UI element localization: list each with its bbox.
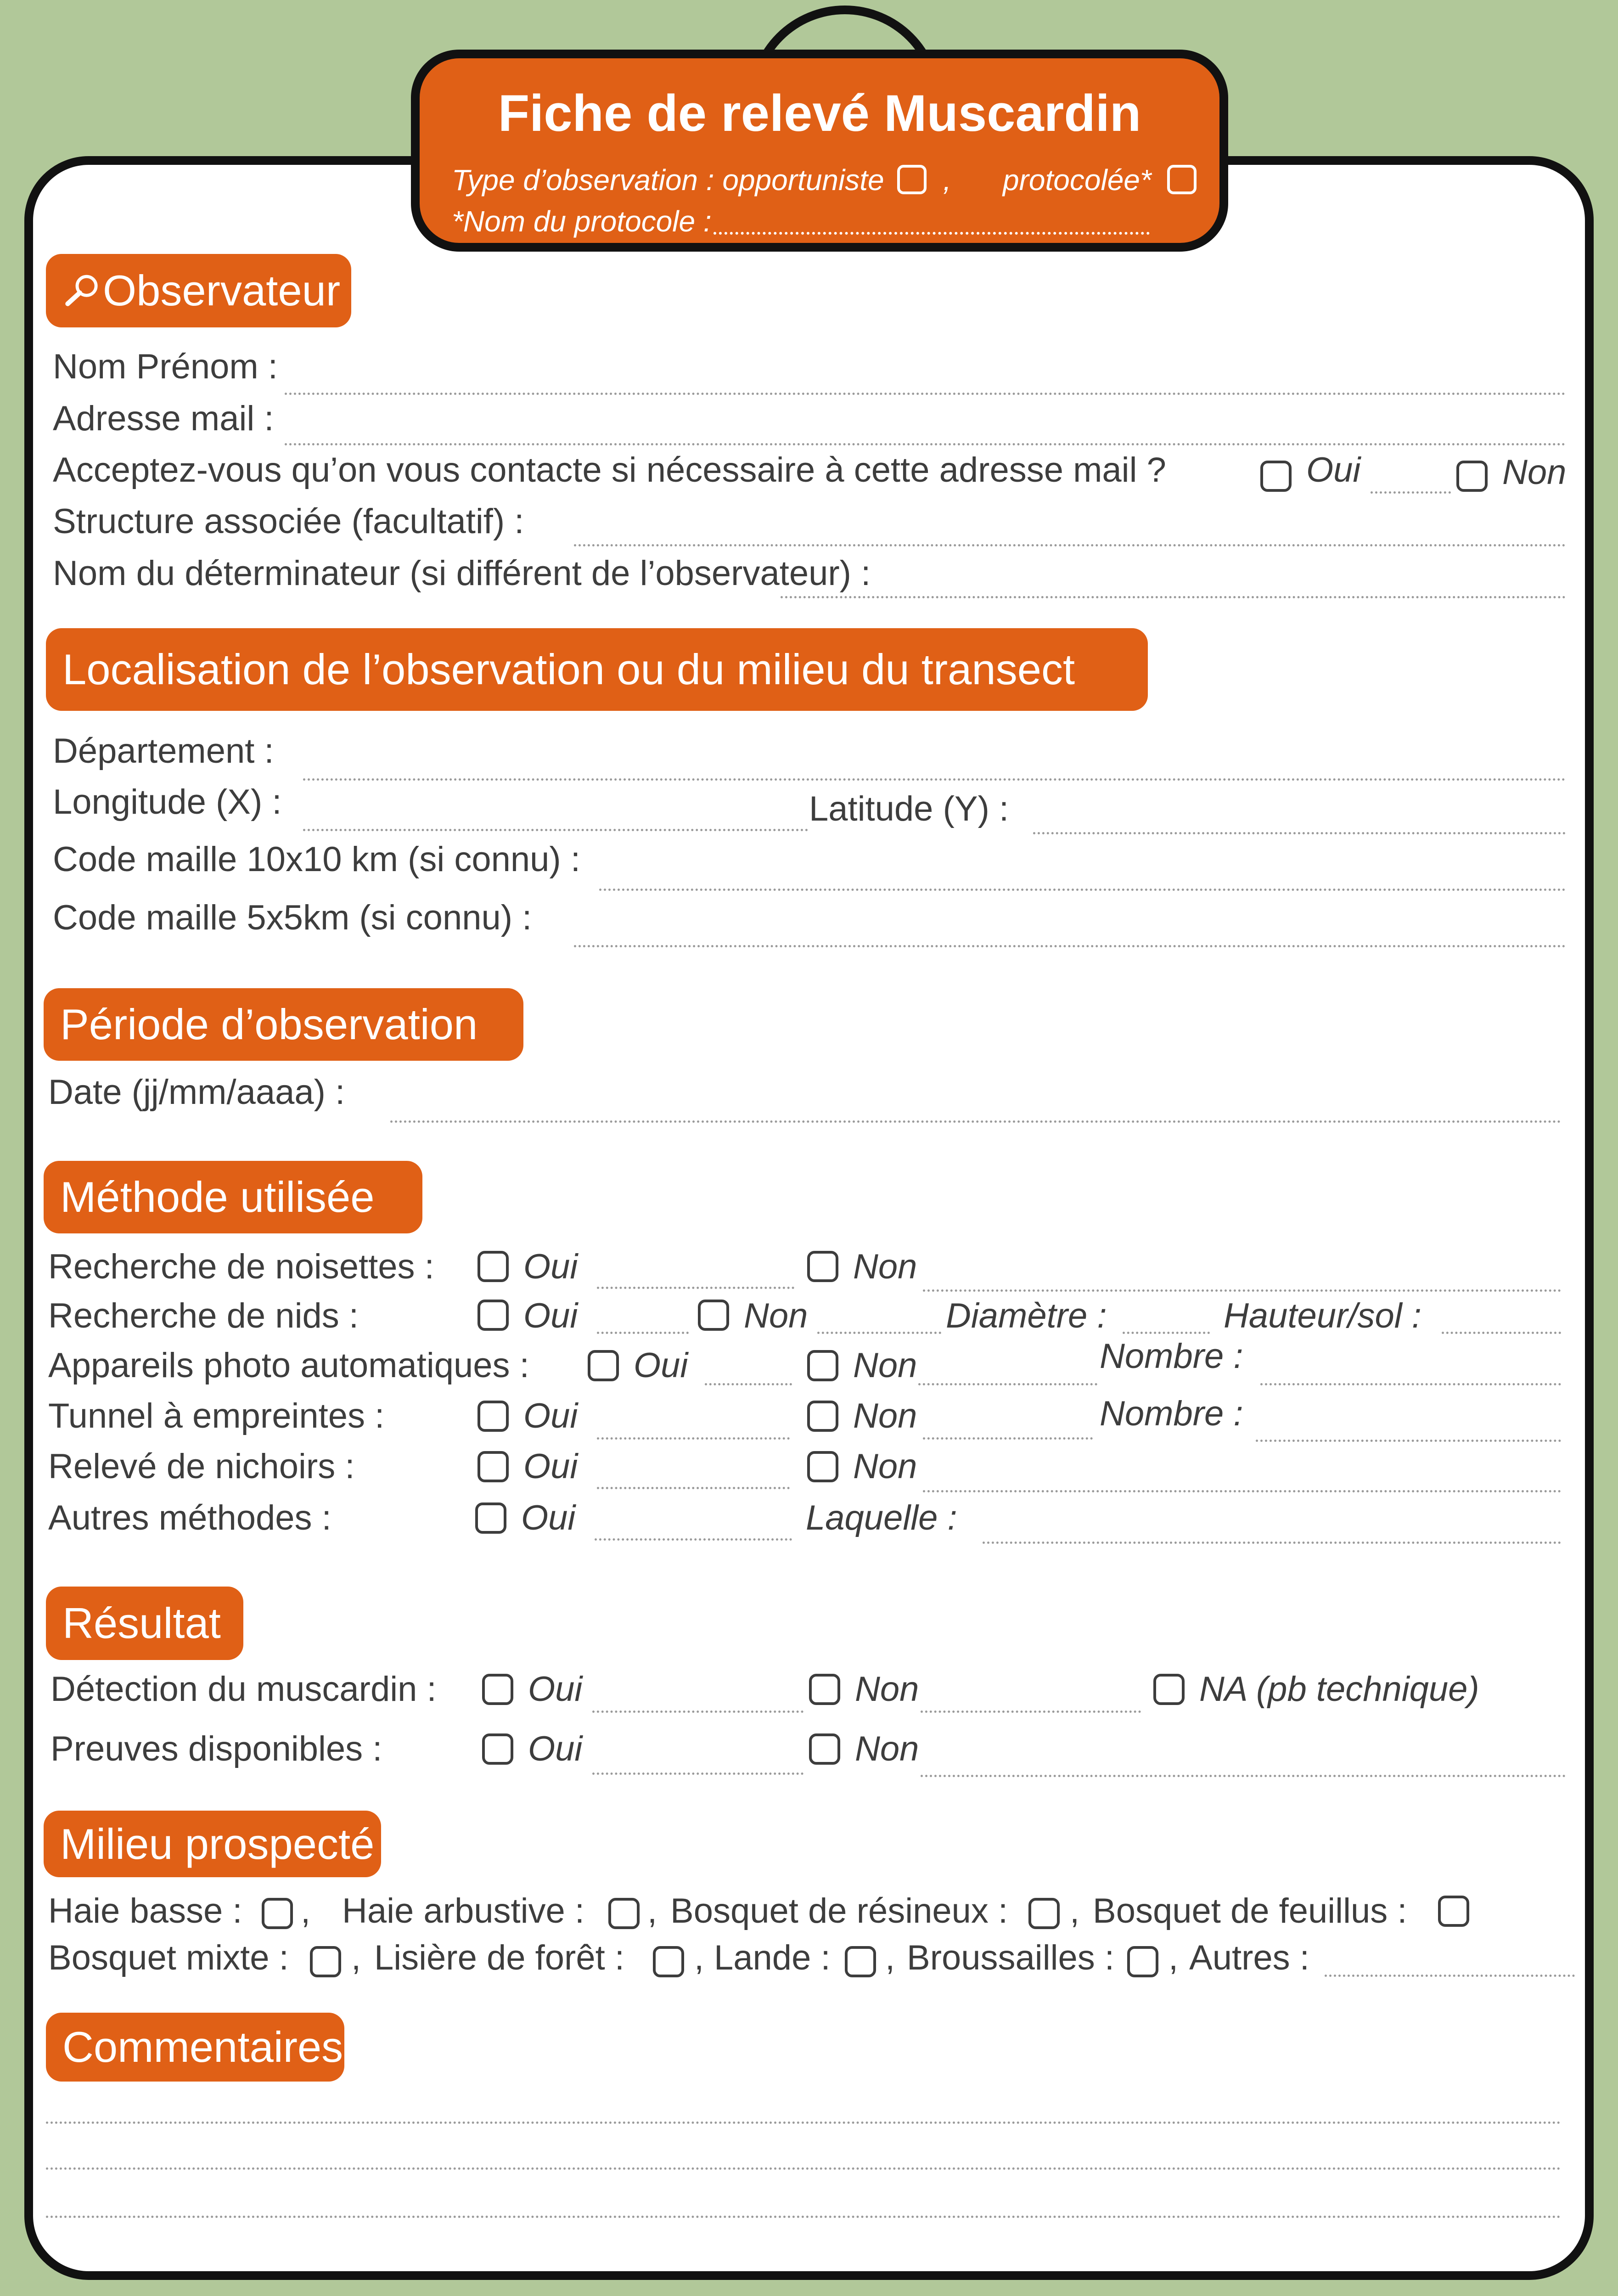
lisiere-checkbox[interactable]: [653, 1946, 684, 1977]
haie-basse-label: Haie basse :: [48, 1891, 242, 1930]
detection-oui-checkbox[interactable]: [482, 1674, 513, 1705]
maille5-field[interactable]: [574, 945, 1566, 947]
section-milieu-label: Milieu prospecté: [60, 1819, 375, 1868]
detection-non-checkbox[interactable]: [809, 1674, 840, 1705]
separator-comma: ,: [943, 163, 951, 197]
preuves-non-checkbox[interactable]: [809, 1733, 840, 1765]
determinateur-field[interactable]: [781, 596, 1566, 598]
nids-label: Recherche de nids :: [48, 1296, 359, 1335]
preuves-oui-label: Oui: [528, 1729, 583, 1768]
section-methode-label: Méthode utilisée: [60, 1173, 375, 1221]
diametre-label: Diamètre :: [946, 1296, 1107, 1335]
tunnel-nombre-field[interactable]: [1256, 1440, 1561, 1442]
nids-non-checkbox[interactable]: [698, 1300, 729, 1331]
resineux-label: Bosquet de résineux :: [670, 1891, 1008, 1930]
longitude-field[interactable]: [303, 829, 808, 831]
section-periode-label: Période d’observation: [60, 1000, 478, 1048]
section-observateur-label: Observateur: [103, 266, 341, 315]
autres-oui-label: Oui: [521, 1498, 576, 1537]
structure-label: Structure associée (facultatif) :: [53, 502, 524, 541]
haie-arbustive-checkbox[interactable]: [608, 1898, 640, 1929]
detection-na-checkbox[interactable]: [1153, 1674, 1185, 1705]
broussailles-label: Broussailles :: [907, 1938, 1114, 1977]
nichoirs-non-label: Non: [853, 1447, 917, 1486]
observation-type-label: Type d’observation : opportuniste: [452, 163, 884, 197]
lisiere-label: Lisière de forêt :: [374, 1938, 624, 1977]
section-milieu: [44, 1811, 381, 1877]
contact-question: Acceptez-vous qu’on vous contacte si nécessaire à cette adresse mail ?: [53, 450, 1166, 490]
feuillus-checkbox[interactable]: [1438, 1896, 1469, 1927]
tunnel-oui-label: Oui: [523, 1396, 578, 1435]
nids-non-field[interactable]: [817, 1332, 941, 1334]
photo-non-field[interactable]: [918, 1383, 1097, 1385]
section-observateur: [46, 254, 351, 327]
contact-non-checkbox[interactable]: [1456, 461, 1488, 492]
haie-basse-checkbox[interactable]: [262, 1898, 293, 1929]
lisiere-comma: ,: [694, 1938, 704, 1977]
maille10-field[interactable]: [599, 889, 1566, 891]
nids-oui-label: Oui: [523, 1296, 578, 1335]
nichoirs-oui-label: Oui: [523, 1447, 578, 1486]
broussailles-comma: ,: [1169, 1938, 1179, 1977]
determinateur-label: Nom du déterminateur (si différent de l’observateur) :: [53, 554, 871, 593]
noisettes-non-checkbox[interactable]: [807, 1251, 838, 1282]
laquelle-label: Laquelle :: [806, 1498, 957, 1537]
nids-oui-field[interactable]: [597, 1332, 689, 1334]
comment-line-2[interactable]: [46, 2167, 1561, 2170]
noisettes-oui-label: Oui: [523, 1247, 578, 1286]
section-methode: [44, 1161, 422, 1233]
photo-oui-checkbox[interactable]: [588, 1350, 619, 1381]
latitude-field[interactable]: [1033, 832, 1566, 834]
tunnel-non-field[interactable]: [923, 1437, 1093, 1440]
section-resultat-label: Résultat: [62, 1599, 221, 1647]
noisettes-oui-checkbox[interactable]: [478, 1251, 509, 1282]
protocolee-checkbox[interactable]: [1167, 165, 1197, 194]
section-commentaires: [46, 2013, 344, 2082]
autres-milieu-field[interactable]: [1325, 1975, 1575, 1977]
detection-na-label: NA (pb technique): [1199, 1670, 1479, 1709]
noisettes-non-label: Non: [853, 1247, 917, 1286]
resineux-comma: ,: [1070, 1891, 1080, 1930]
mixte-comma: ,: [351, 1938, 361, 1977]
photo-oui-label: Oui: [634, 1346, 688, 1385]
detection-label: Détection du muscardin :: [51, 1670, 437, 1709]
nichoirs-non-field[interactable]: [923, 1490, 1561, 1492]
nom-prenom-label: Nom Prénom :: [53, 347, 278, 386]
preuves-non-label: Non: [855, 1729, 919, 1768]
lande-checkbox[interactable]: [845, 1946, 876, 1977]
haie-arbustive-label: Haie arbustive :: [342, 1891, 585, 1930]
section-periode: [44, 988, 523, 1061]
detection-oui-field[interactable]: [592, 1711, 803, 1713]
preuves-oui-checkbox[interactable]: [482, 1733, 513, 1765]
hauteur-field[interactable]: [1442, 1332, 1561, 1334]
section-commentaires-label: Commentaires: [62, 2023, 343, 2071]
autres-milieu-label: Autres :: [1189, 1938, 1309, 1977]
protocol-name-label: *Nom du protocole :: [452, 205, 712, 238]
mail-label: Adresse mail :: [53, 399, 274, 438]
comment-line-1[interactable]: [46, 2122, 1561, 2124]
lande-comma: ,: [885, 1938, 895, 1977]
nichoirs-non-checkbox[interactable]: [807, 1451, 838, 1482]
lande-label: Lande :: [714, 1938, 831, 1977]
detection-non-field[interactable]: [921, 1711, 1141, 1713]
autres-methodes-label: Autres méthodes :: [48, 1498, 331, 1537]
section-localisation-label: Localisation de l’observation ou du milieu du transect: [62, 645, 1075, 693]
photo-nombre-label: Nombre :: [1100, 1337, 1243, 1376]
tunnel-non-label: Non: [853, 1396, 917, 1435]
resineux-checkbox[interactable]: [1028, 1898, 1060, 1929]
noisettes-label: Recherche de noisettes :: [48, 1247, 434, 1286]
form-title: Fiche de relevé Muscardin: [498, 84, 1141, 142]
section-resultat: [46, 1587, 243, 1660]
tunnel-nombre-label: Nombre :: [1100, 1394, 1243, 1433]
structure-field[interactable]: [574, 544, 1566, 546]
tunnel-oui-field[interactable]: [597, 1437, 790, 1440]
diametre-field[interactable]: [1123, 1332, 1210, 1334]
photo-label: Appareils photo automatiques :: [48, 1346, 529, 1385]
tunnel-label: Tunnel à empreintes :: [48, 1396, 385, 1435]
photo-non-label: Non: [853, 1346, 917, 1385]
contact-oui-label: Oui: [1306, 450, 1361, 490]
photo-oui-field[interactable]: [705, 1383, 792, 1385]
section-localisation: [46, 628, 1148, 711]
longitude-label: Longitude (X) :: [53, 782, 282, 822]
contact-non-label: Non: [1502, 453, 1567, 492]
autres-oui-checkbox[interactable]: [475, 1503, 506, 1534]
date-field[interactable]: [390, 1120, 1561, 1123]
noisettes-non-field[interactable]: [923, 1289, 1561, 1292]
detection-non-label: Non: [855, 1670, 919, 1709]
nids-oui-checkbox[interactable]: [478, 1300, 509, 1331]
maille5-label: Code maille 5x5km (si connu) :: [53, 898, 532, 937]
autres-oui-field[interactable]: [595, 1538, 792, 1541]
haie-basse-comma: ,: [301, 1891, 311, 1930]
magnifier-icon: [62, 272, 99, 309]
latitude-label: Latitude (Y) :: [809, 789, 1009, 828]
tunnel-non-checkbox[interactable]: [807, 1401, 838, 1432]
departement-label: Département :: [53, 732, 274, 771]
laquelle-field[interactable]: [983, 1542, 1561, 1544]
preuves-non-field[interactable]: [921, 1775, 1566, 1777]
opportuniste-checkbox[interactable]: [897, 165, 927, 194]
noisettes-oui-field[interactable]: [597, 1287, 794, 1289]
feuillus-label: Bosquet de feuillus :: [1093, 1891, 1407, 1930]
tunnel-oui-checkbox[interactable]: [478, 1401, 509, 1432]
nichoirs-label: Relevé de nichoirs :: [48, 1447, 355, 1486]
mixte-checkbox[interactable]: [310, 1946, 341, 1977]
photo-non-checkbox[interactable]: [807, 1350, 838, 1381]
nichoirs-oui-field[interactable]: [597, 1487, 790, 1489]
preuves-label: Preuves disponibles :: [51, 1729, 382, 1768]
date-label: Date (jj/mm/aaaa) :: [48, 1073, 345, 1112]
nichoirs-oui-checkbox[interactable]: [478, 1451, 509, 1482]
protocol-name-field[interactable]: [713, 232, 1150, 235]
hauteur-label: Hauteur/sol :: [1224, 1296, 1421, 1335]
nids-non-label: Non: [744, 1296, 808, 1335]
broussailles-checkbox[interactable]: [1127, 1946, 1158, 1977]
haie-arbustive-comma: ,: [647, 1891, 657, 1930]
form-header: [411, 50, 1228, 252]
comment-line-3[interactable]: [46, 2216, 1561, 2218]
protocolee-label: protocolée*: [1003, 163, 1152, 197]
mail-field[interactable]: [285, 443, 1566, 445]
contact-oui-field[interactable]: [1371, 491, 1451, 494]
mixte-label: Bosquet mixte :: [48, 1938, 289, 1977]
preuves-oui-field[interactable]: [592, 1773, 803, 1775]
contact-oui-checkbox[interactable]: [1260, 461, 1292, 492]
departement-field[interactable]: [303, 778, 1566, 781]
maille10-label: Code maille 10x10 km (si connu) :: [53, 840, 580, 879]
photo-nombre-field[interactable]: [1260, 1383, 1561, 1385]
detection-oui-label: Oui: [528, 1670, 583, 1709]
nom-prenom-field[interactable]: [285, 393, 1566, 395]
